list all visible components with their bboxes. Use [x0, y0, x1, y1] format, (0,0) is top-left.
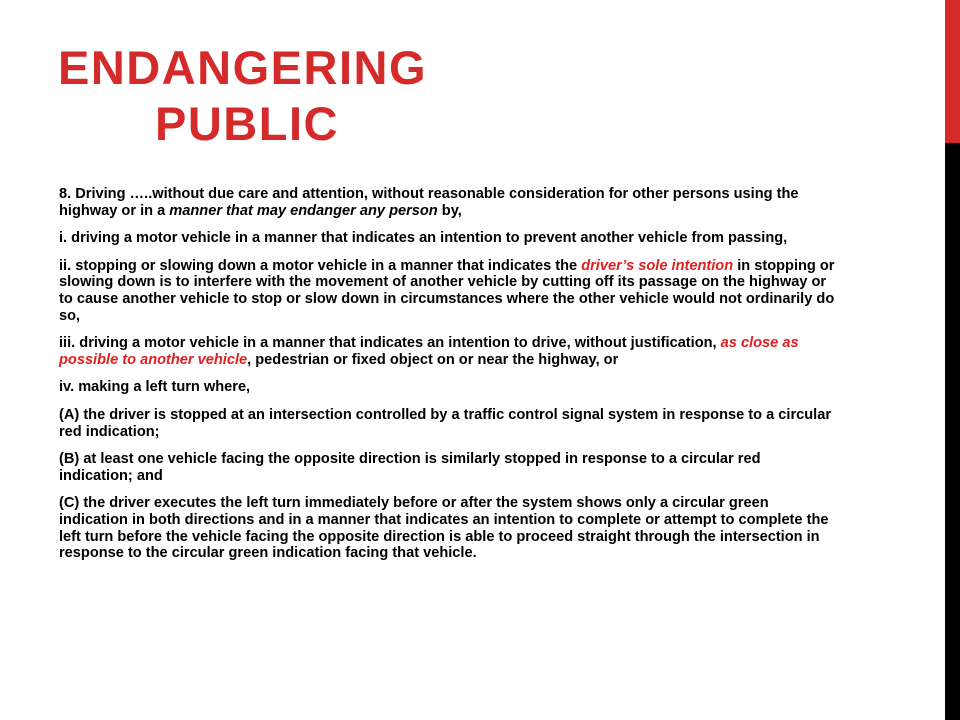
paragraph-text: (A) the driver is stopped at an intersection controlled by a traffic control signal system in response to a circular red indication; [59, 406, 832, 440]
paragraph-text: iv. making a left turn where, [59, 379, 251, 396]
slide-title-line-1: ENDANGERING [58, 41, 428, 94]
slide-title-line-2: PUBLIC [155, 97, 339, 150]
paragraph-text: (C) the driver executes the left turn immediately before or after the system shows only a circular green indication in both directions and in a manner that indicates an intention to complete or attempt to complete the left turn before the vehicle facing the opposite direction is able to proceed straight through the intersection in response to the circular green indication facing that vehicle. [59, 495, 829, 562]
paragraph-8 [59, 186, 837, 219]
paragraph-c [59, 495, 837, 561]
emphasized-text: manner that may endanger any person [169, 202, 438, 219]
paragraph-iii [59, 335, 837, 368]
paragraph-b [59, 451, 837, 484]
side-accent-bar-red [945, 0, 960, 143]
paragraph-ii [59, 258, 837, 324]
paragraph-text: iii. driving a motor vehicle in a manner that indicates an intention to drive, without justification, [59, 335, 721, 352]
side-accent-bar-black [945, 143, 960, 720]
paragraph-text: by, [437, 202, 462, 219]
paragraph-iv [59, 379, 837, 396]
highlighted-text: as close as possible to another vehicle [59, 335, 799, 368]
paragraph-text: , pedestrian or fixed object on or near the highway, or [247, 351, 619, 368]
slide-body [59, 186, 837, 573]
paragraph-i [59, 230, 837, 247]
slide-title [58, 40, 427, 152]
paragraph-text: 8. Driving …..without due care and attention, without reasonable consideration for other persons using the highway or in a [59, 186, 799, 219]
paragraph-text: i. driving a motor vehicle in a manner that indicates an intention to prevent another vehicle from passing, [59, 230, 788, 247]
paragraph-text: ii. stopping or slowing down a motor vehicle in a manner that indicates the [59, 257, 582, 274]
highlighted-text: driver’s sole intention [581, 257, 734, 274]
paragraph-text: in stopping or slowing down is to interfere with the movement of another vehicle by cutting off its passage on the highway or to cause another vehicle to stop or slow down in circumstances where the other vehicle would not ordinarily do so, [59, 257, 835, 324]
paragraph-text: (B) at least one vehicle facing the opposite direction is similarly stopped in response to a circular red indication; and [59, 451, 761, 484]
paragraph-a [59, 407, 837, 440]
